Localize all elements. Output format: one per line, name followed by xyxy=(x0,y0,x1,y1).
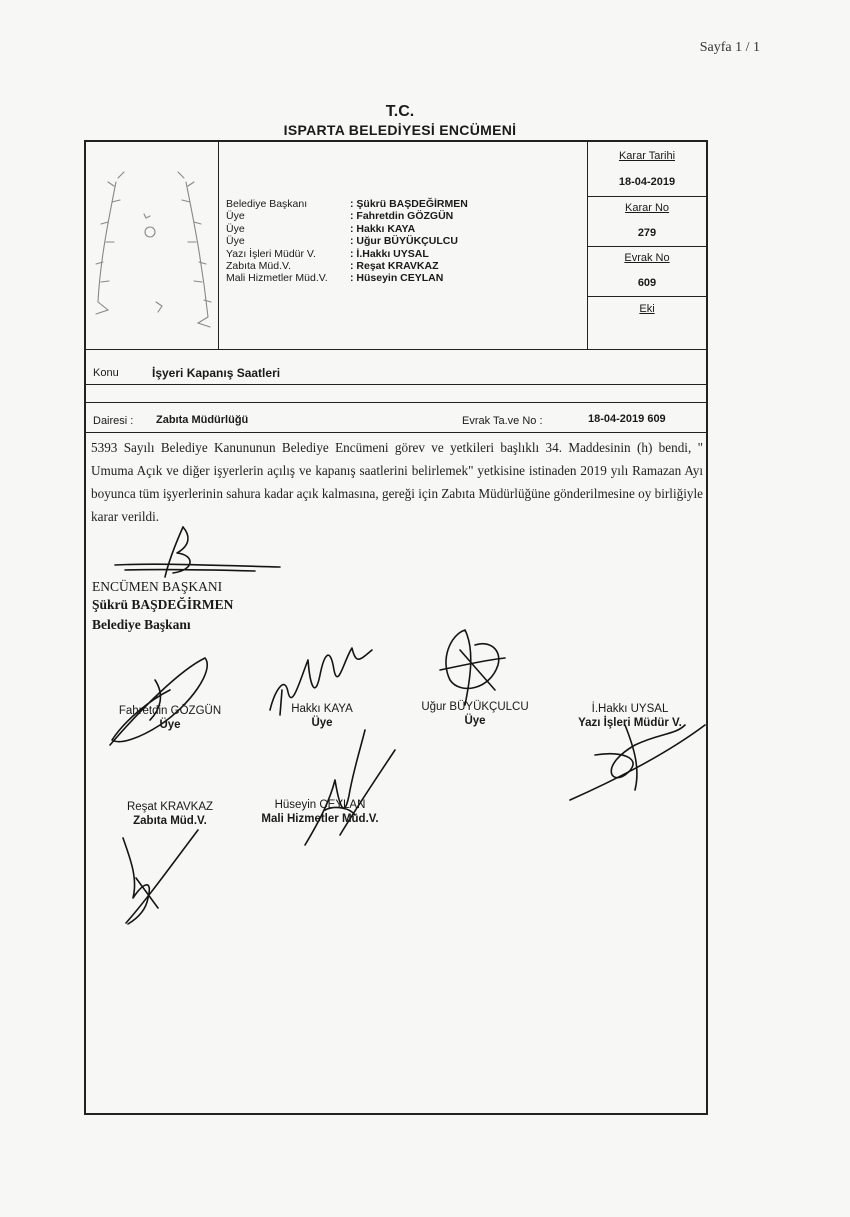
doc-ref-label: Evrak Ta.ve No : xyxy=(462,415,543,427)
decision-no-label: Karar No xyxy=(624,202,670,214)
member-row xyxy=(226,248,468,260)
row-line xyxy=(86,384,706,385)
row-line xyxy=(86,432,706,433)
signatory-uysal xyxy=(560,702,700,730)
decision-text: 5393 Sayılı Belediye Kanununun Belediye Encümeni görev ve yetkileri başlıklı 34. Maddesinin (h) bendi, " Umuma Açık ve diğer işyerlerin açılış ve kapanış saatlerini belirlemek" yetkisine istinaden 2019 yılı Ramazan Ayı boyunca tüm işyerlerinin sahura kadar açık kalmasına, gereği için Zabıta Müdürlüğüne gönderilmesine oy birliğiyle karar verildi. xyxy=(91,440,703,524)
member-role: Yazı İşleri Müdür V. xyxy=(226,247,316,260)
decision-no-value: 279 xyxy=(637,227,657,239)
signatory-gozgun xyxy=(100,704,240,732)
signatory-kravkaz xyxy=(100,800,240,828)
signatory-name: Fahretdin GÖZGÜN xyxy=(118,705,222,717)
signatory-buyukculcu xyxy=(405,700,545,728)
member-role: Üye xyxy=(226,235,245,248)
department-label: Dairesi : xyxy=(93,415,134,427)
chairman-title: ENCÜMEN BAŞKANI xyxy=(92,579,223,594)
subject-label: Konu xyxy=(93,367,119,379)
separator xyxy=(588,246,706,247)
member-row xyxy=(226,235,468,247)
member-role: Üye xyxy=(226,222,245,235)
doc-ref-value: 18-04-2019 609 xyxy=(588,413,666,425)
title-tc: T.C. xyxy=(385,103,415,120)
doc-no-label: Evrak No xyxy=(624,252,670,264)
member-name: : İ.Hakkı UYSAL xyxy=(350,247,429,260)
signatory-name: Hakkı KAYA xyxy=(291,703,353,715)
chairman-signature-icon xyxy=(95,515,295,585)
member-row xyxy=(226,198,468,210)
member-name: : Şükrü BAŞDEĞİRMEN xyxy=(350,198,468,210)
member-name: : Reşat KRAVKAZ xyxy=(350,260,439,273)
member-name: : Fahretdin GÖZGÜN xyxy=(350,210,454,223)
member-row xyxy=(226,260,468,272)
header-bottom-line xyxy=(86,349,706,350)
member-row xyxy=(226,272,468,284)
member-name: : Uğur BÜYÜKÇULCU xyxy=(350,235,458,248)
member-role: Zabıta Müd.V. xyxy=(226,260,291,273)
signatory-role: Zabıta Müd.V. xyxy=(133,815,207,827)
chairman-role: Belediye Başkanı xyxy=(92,617,191,632)
signature-kravkaz-icon xyxy=(118,818,208,928)
subject-value: İşyeri Kapanış Saatleri xyxy=(152,366,281,380)
doc-no-value: 609 xyxy=(637,277,657,289)
member-row xyxy=(226,210,468,222)
attachment-label: Eki xyxy=(639,303,655,315)
member-role: Üye xyxy=(226,210,245,223)
signature-buyukculcu-icon xyxy=(420,620,520,710)
row-line xyxy=(86,402,706,403)
signatory-ceylan xyxy=(245,798,395,826)
separator xyxy=(588,196,706,197)
signatory-role: Üye xyxy=(159,719,181,731)
decision-date-value: 18-04-2019 xyxy=(618,176,676,188)
member-role: Mali Hizmetler Müd.V. xyxy=(226,272,328,285)
signature-gozgun-icon xyxy=(100,650,220,750)
decision-date-label: Karar Tarihi xyxy=(618,150,676,162)
member-name: : Hüseyin CEYLAN xyxy=(350,272,444,285)
signatory-role: Üye xyxy=(464,715,486,727)
chairman-name: Şükrü BAŞDEĞİRMEN xyxy=(92,597,234,612)
signatory-role: Üye xyxy=(311,717,333,729)
member-name: : Hakkı KAYA xyxy=(350,222,416,235)
signature-ceylan-icon xyxy=(295,720,405,850)
signatory-name: Reşat KRAVKAZ xyxy=(126,801,214,813)
signatory-name: Uğur BÜYÜKÇULCU xyxy=(421,701,529,713)
separator xyxy=(588,296,706,297)
page-number: Sayfa 1 / 1 xyxy=(699,40,760,55)
signatory-role: Yazı İşleri Müdür V. xyxy=(578,717,682,729)
emblem-cell xyxy=(86,142,219,350)
signatory-name: İ.Hakkı UYSAL xyxy=(591,703,669,715)
department-value: Zabıta Müdürlüğü xyxy=(156,414,249,426)
signatory-name: Hüseyin CEYLAN xyxy=(274,799,366,811)
signatory-role: Mali Hizmetler Müd.V. xyxy=(261,813,379,825)
municipality-emblem-icon xyxy=(86,142,218,350)
council-members xyxy=(226,198,468,285)
member-row xyxy=(226,223,468,235)
signatory-kaya xyxy=(262,702,382,730)
member-role: Belediye Başkanı xyxy=(226,198,308,210)
title-council: ISPARTA BELEDİYESİ ENCÜMENİ xyxy=(283,122,517,138)
